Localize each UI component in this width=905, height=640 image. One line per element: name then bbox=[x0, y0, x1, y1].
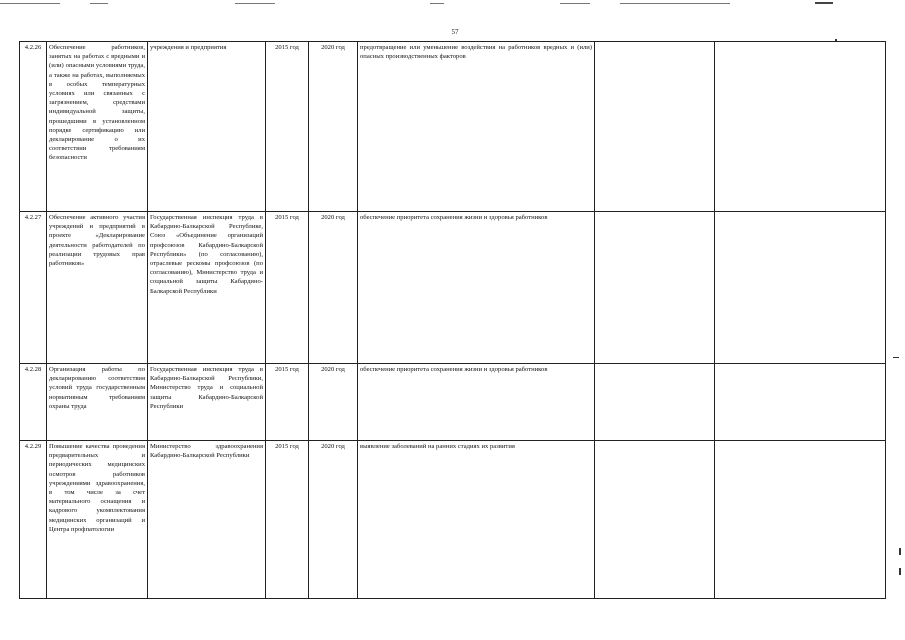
end-year: 2020 год bbox=[309, 364, 358, 441]
expected-result: предотвращение или уменьшение воздействия на работников вредных и (или) опасных производственных факторов bbox=[358, 42, 595, 212]
executor: Государственная инспекция труда в Кабардино-Балкарской Республики, Министерство труда и социальной защиты Кабардино-Балкарской Республики bbox=[148, 364, 266, 441]
scan-mark bbox=[899, 548, 901, 555]
executor: учреждения и предприятия bbox=[148, 42, 266, 212]
end-year: 2020 год bbox=[309, 212, 358, 364]
end-year: 2020 год bbox=[309, 441, 358, 599]
empty-cell bbox=[595, 42, 715, 212]
table-row bbox=[20, 441, 886, 599]
start-year: 2015 год bbox=[266, 441, 309, 599]
empty-cell bbox=[595, 441, 715, 599]
scan-mark bbox=[893, 357, 899, 358]
scan-edge-artifact bbox=[0, 0, 905, 6]
item-number: 4.2.28 bbox=[20, 364, 47, 441]
measure-description: Повышение качества проведения предварительных и периодических медицинских осмотров работников учреждениями здравоохранения, в том числе за счет материального оснащения и кадрового укомплектования медицинских организаций и Центра профпатологии bbox=[47, 441, 148, 599]
expected-result: обеспечение приоритета сохранения жизни и здоровья работников bbox=[358, 364, 595, 441]
item-number: 4.2.26 bbox=[20, 42, 47, 212]
empty-cell bbox=[595, 364, 715, 441]
page-number: 57 bbox=[451, 28, 459, 36]
empty-cell bbox=[715, 441, 886, 599]
item-number: 4.2.29 bbox=[20, 441, 47, 599]
measure-description: Обеспечение работников, занятых на работах с вредными и (или) опасными условиями труда, а также на работах, выполняемых в особых температурных условиях или связанных с загрязнением, средствами индивидуальной защиты, прошедшими в установленном порядке сертификацию или декларирование о их соответствии требованиям безопасности bbox=[47, 42, 148, 212]
executor: Министерство здравоохранения Кабардино-Балкарской Республики bbox=[148, 441, 266, 599]
item-number: 4.2.27 bbox=[20, 212, 47, 364]
table-row bbox=[20, 364, 886, 441]
start-year: 2015 год bbox=[266, 212, 309, 364]
scan-mark bbox=[899, 568, 901, 575]
measure-description: Организация работы по декларированию соответствия условий труда государственным нормативным требованиям охраны труда bbox=[47, 364, 148, 441]
table-row bbox=[20, 212, 886, 364]
empty-cell bbox=[715, 42, 886, 212]
expected-result: выявление заболеваний на ранних стадиях их развития bbox=[358, 441, 595, 599]
executor: Государственная инспекция труда в Кабардино-Балкарской Республике, Союз «Объединение организаций профсоюзов Кабардино-Балкарской Республики» (по согласованию), отраслевые рескомы профсоюзов (по согласованию), Министерство труда и социальной защиты Кабардино-Балкарской Республики bbox=[148, 212, 266, 364]
table-row bbox=[20, 42, 886, 212]
empty-cell bbox=[715, 212, 886, 364]
expected-result: обеспечение приоритета сохранения жизни и здоровья работников bbox=[358, 212, 595, 364]
measure-description: Обеспечение активного участия учреждений и предприятий в проекте «Декларирование деятельности работодателей по реализации трудовых прав работников» bbox=[47, 212, 148, 364]
start-year: 2015 год bbox=[266, 364, 309, 441]
empty-cell bbox=[715, 364, 886, 441]
measures-table bbox=[19, 41, 886, 599]
end-year: 2020 год bbox=[309, 42, 358, 212]
start-year: 2015 год bbox=[266, 42, 309, 212]
empty-cell bbox=[595, 212, 715, 364]
